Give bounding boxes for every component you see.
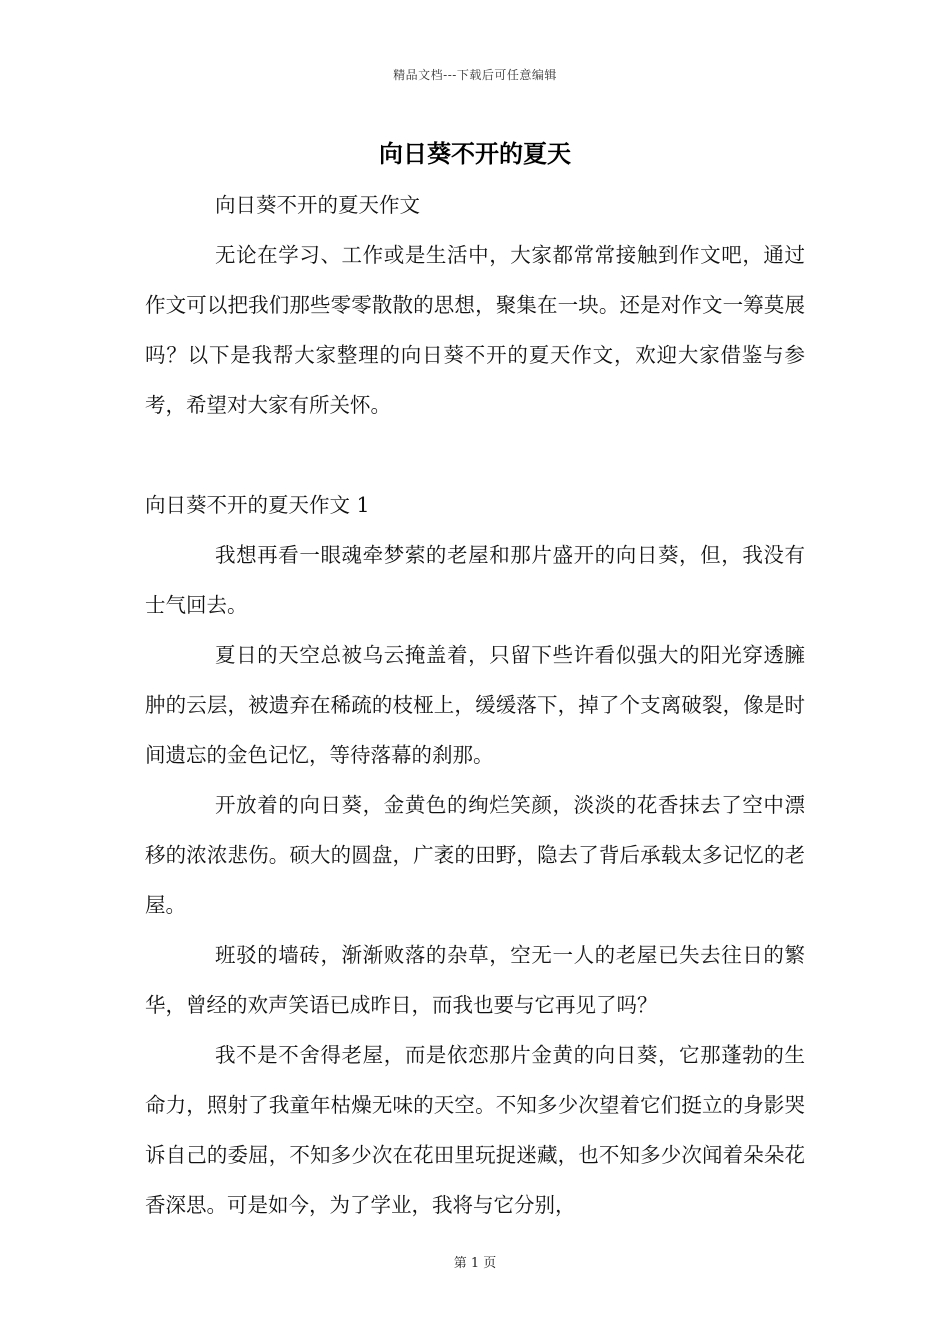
intro-paragraph: 无论在学习、工作或是生活中，大家都常常接触到作文吧，通过作文可以把我们那些零零散散的思想，聚集在一块。还是对作文一筹莫展吗？以下是我帮大家整理的向日葵不开的夏天作文，欢迎大家借鉴与参考，希望对大家有所关怀。 [145,243,805,417]
body-paragraph-2: 夏日的天空总被乌云掩盖着，只留下些许看似强大的阳光穿透臃肿的云层，被遗弃在稀疏的枝桠上，缓缓落下，掉了个支离破裂，像是时间遗忘的金色记忆，等待落幕的刹那。 [145,643,805,767]
body-paragraph-1: 我想再看一眼魂牵梦萦的老屋和那片盛开的向日葵，但，我没有士气回去。 [145,543,805,617]
section-title: 向日葵不开的夏天作文 1 [145,493,370,517]
page-number: 第 1 页 [453,1256,497,1271]
body-paragraph-5: 我不是不舍得老屋，而是依恋那片金黄的向日葵，它那蓬勃的生命力，照射了我童年枯燥无味的天空。不知多少次望着它们挺立的身影哭诉自己的委屈，不知多少次在花田里玩捉迷藏，也不知多少次闻着朵朵花香深思。可是如今，为了学业，我将与它分别， [145,1043,805,1217]
document-subtitle: 向日葵不开的夏天作文 [215,193,420,217]
document-body [145,180,805,1230]
blank-line [145,430,805,480]
body-paragraph-4: 班驳的墙砖，渐渐败落的杂草，空无一人的老屋已失去往日的繁华，曾经的欢声笑语已成昨日，而我也要与它再见了吗？ [145,943,805,1017]
header-note: 精品文档---下载后可任意编辑 [393,68,557,82]
body-paragraph-3: 开放着的向日葵，金黄色的绚烂笑颜，淡淡的花香抹去了空中漂移的浓浓悲伤。硕大的圆盘，广袤的田野，隐去了背后承载太多记忆的老屋。 [145,793,805,917]
document-title: 向日葵不开的夏天 [379,139,571,168]
